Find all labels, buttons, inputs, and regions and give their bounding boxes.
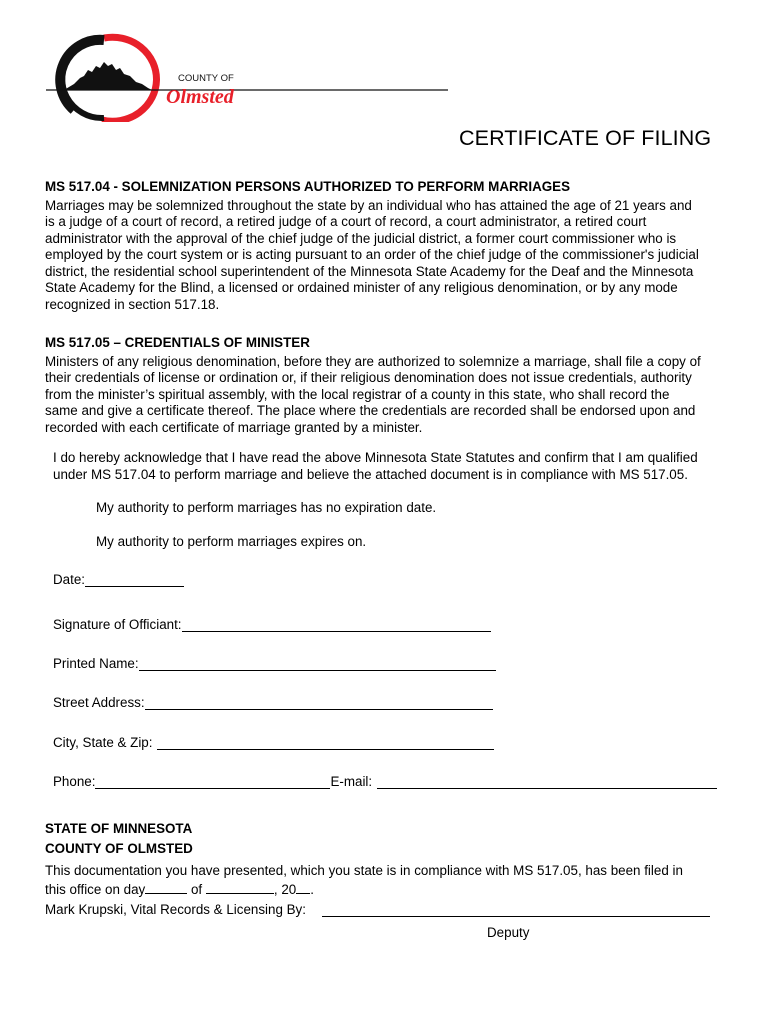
date-input-line[interactable] xyxy=(85,572,184,587)
signature-input-line[interactable] xyxy=(182,617,491,632)
body-line: from the minister’s spiritual assembly, with the local registrar of a county in this state, who shall record the xyxy=(45,386,670,402)
ack-line: I do hereby acknowledge that I have read the above Minnesota State Statutes and confirm that I am qualified xyxy=(53,450,698,465)
body-line: is a judge of a court of record, a retired judge of a court of record, a court administrator, a retired court xyxy=(45,214,647,229)
city-state-zip-label: City, State & Zip: xyxy=(53,735,153,750)
filing-day-input-line[interactable] xyxy=(145,880,187,894)
body-line: district, the residential school superintendent of the Minnesota State Academy for the Deaf and the Minnesota xyxy=(45,263,694,279)
printed-name-input-line[interactable] xyxy=(139,656,496,671)
ack-line: under MS 517.04 to perform marriage and believe the attached document is in compliance with MS 517.05. xyxy=(53,466,688,482)
statute-section-517-05 xyxy=(45,335,730,436)
printed-name-field xyxy=(53,656,496,671)
body-line: recorded with each certificate of marriage granted by a minister. xyxy=(45,419,423,435)
phone-label: Phone: xyxy=(53,774,96,789)
signature-label: Signature of Officiant: xyxy=(53,617,182,632)
email-input-line[interactable] xyxy=(377,774,717,789)
street-address-label: Street Address: xyxy=(53,695,145,710)
phone-email-field xyxy=(53,774,717,789)
filing-section xyxy=(45,819,730,859)
recorder-field xyxy=(45,902,710,917)
body-line: same and give a certificate thereof. The place where the credentials are recorded shall be endorsed upon and xyxy=(45,403,696,418)
body-line: recognized in section 517.18. xyxy=(45,296,220,312)
date-label: Date: xyxy=(53,572,86,587)
body-line: employed by the court system or is acting pursuant to an order of the chief judge of the commissioner's judicial xyxy=(45,247,699,262)
filing-day-prefix: this office on day xyxy=(45,881,146,897)
filing-of-label: of xyxy=(190,881,203,897)
filing-text xyxy=(45,863,730,898)
body-line: Ministers of any religious denomination, before they are authorized to solemnize a marriage, shall file a copy of xyxy=(45,353,701,369)
section-body xyxy=(45,198,730,314)
filing-year-input-line[interactable] xyxy=(296,880,310,894)
signature-field xyxy=(53,617,491,632)
section-heading: MS 517.05 – CREDENTIALS OF MINISTER xyxy=(45,335,310,350)
street-address-input-line[interactable] xyxy=(145,695,493,710)
body-line: Marriages may be solemnized throughout the state by an individual who has attained the age of 21 years and xyxy=(45,197,692,213)
filing-month-input-line[interactable] xyxy=(206,880,274,894)
section-body xyxy=(45,354,730,437)
body-line: their credentials of license or ordination or, if their religious denomination does not issue credentials, authority xyxy=(45,370,692,385)
printed-name-label: Printed Name: xyxy=(53,656,139,671)
acknowledgement-text xyxy=(53,450,723,483)
county-logo xyxy=(44,32,454,122)
state-heading: STATE OF MINNESOTA xyxy=(45,821,193,836)
statute-section-517-04 xyxy=(45,179,730,313)
county-heading: COUNTY OF OLMSTED xyxy=(45,841,193,856)
section-heading: MS 517.04 - SOLEMNIZATION PERSONS AUTHORIZED TO PERFORM MARRIAGES xyxy=(45,179,571,194)
filing-date-line xyxy=(45,880,730,899)
body-line: administrator with the approval of the chief judge of the judicial district, a former court commissioner who is xyxy=(45,230,677,246)
logo-county-of: COUNTY OF xyxy=(178,73,234,84)
filing-period: . xyxy=(310,881,314,897)
recorder-label: Mark Krupski, Vital Records & Licensing By: xyxy=(45,902,306,917)
page-title: CERTIFICATE OF FILING xyxy=(459,126,712,150)
phone-input-line[interactable] xyxy=(95,774,330,789)
logo-county-name: Olmsted xyxy=(166,86,234,108)
city-state-zip-input-line[interactable] xyxy=(157,735,494,750)
option-expires-on[interactable]: My authority to perform marriages expires on. xyxy=(96,534,367,549)
deputy-label: Deputy xyxy=(487,925,530,940)
street-address-field xyxy=(53,695,493,710)
filing-year-prefix: , 20 xyxy=(273,881,297,897)
recorder-signature-line[interactable] xyxy=(322,902,710,917)
option-no-expiration[interactable]: My authority to perform marriages has no expiration date. xyxy=(96,500,437,515)
email-label: E-mail: xyxy=(330,774,373,789)
filing-line: This documentation you have presented, which you state is in compliance with MS 517.05, has been filed in xyxy=(45,863,683,878)
county-logo-graphic xyxy=(44,32,454,122)
date-field xyxy=(53,572,184,587)
body-line: State Academy for the Blind, a licensed or ordained minister of any religious denomination, or by any mode xyxy=(45,280,678,295)
city-state-zip-field xyxy=(53,735,494,750)
